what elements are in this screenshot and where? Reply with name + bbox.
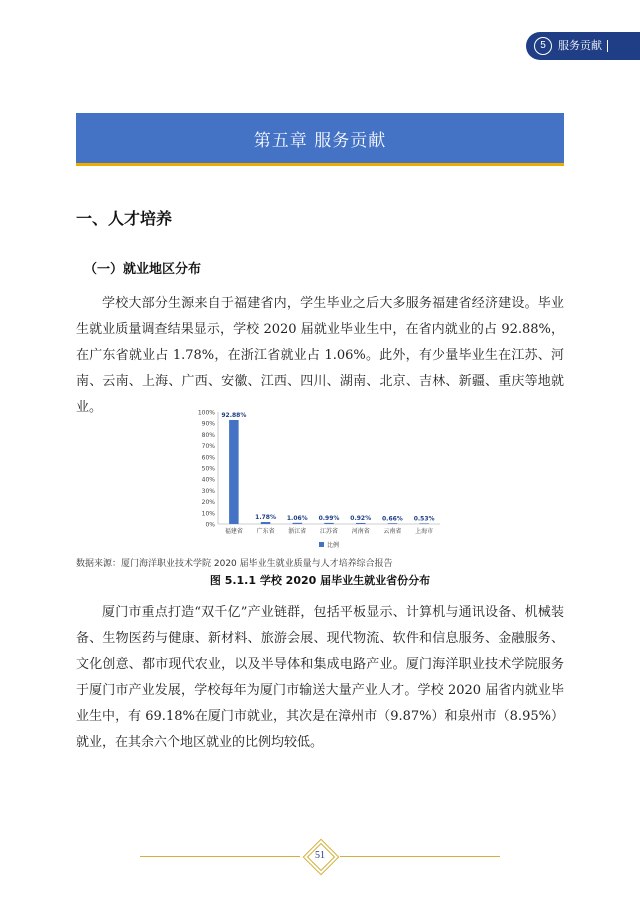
y-tick-label: 100% [197, 409, 215, 417]
y-tick-label: 90% [201, 420, 215, 428]
header-divider [607, 40, 608, 52]
figure-source: 数据来源：厦门海洋职业技术学院 2020 届毕业生就业质量与人才培养综合报告 [76, 559, 393, 569]
y-tick-label: 50% [201, 465, 215, 473]
bar-value-label: 92.88% [221, 411, 247, 419]
bar-value-label: 0.92% [350, 514, 372, 522]
footer-rule-right [340, 856, 500, 857]
y-tick-label: 10% [201, 510, 215, 518]
page-number: 51 [315, 850, 325, 861]
section-heading: 一、人才培养 [76, 209, 173, 228]
bar [324, 523, 334, 524]
bar-value-label: 1.78% [255, 514, 276, 522]
x-tick-label: 福建省 [224, 528, 243, 535]
y-tick-label: 40% [201, 476, 215, 484]
bar-value-label: 0.99% [318, 514, 340, 522]
bar [419, 523, 429, 524]
chapter-number-badge: 5 [534, 37, 552, 55]
bar [388, 523, 398, 524]
x-tick-label: 广东省 [256, 528, 275, 535]
footer-rule-left [140, 856, 300, 857]
subsection-heading: （一）就业地区分布 [84, 262, 202, 277]
y-tick-label: 30% [201, 487, 215, 495]
paragraph-xiamen-industry: 厦门市重点打造“双千亿”产业链群，包括平板显示、计算机与通讯设备、机械装备、生物医药与健康、新材料、旅游会展、现代物流、软件和信息服务、金融服务、文化创意、都市现代农业，以及半导体和集成电路产业。厦门海洋职业技术学院服务于厦门市产业发展，学校每年为厦门市输送大量产业人才。学校 2020 届省内就业毕业生中，有 69.18%在厦门市就业，其次是在漳州市（9.87%）和泉州市（8.95%）就业，在其余六个地区就业的比例均较低。 [76, 605, 564, 750]
x-tick-label: 河南省 [351, 528, 370, 535]
y-tick-label: 20% [201, 499, 215, 507]
header-chapter-label: 服务贡献 [558, 39, 602, 52]
chapter-title: 第五章 服务贡献 [253, 130, 387, 151]
x-tick-label: 云南省 [383, 528, 402, 535]
bar [229, 420, 239, 524]
bar-value-label: 1.06% [286, 514, 308, 522]
x-tick-label: 上海市 [415, 528, 434, 535]
y-tick-label: 0% [205, 521, 215, 529]
legend-swatch [319, 542, 324, 547]
x-tick-label: 江苏省 [319, 528, 339, 535]
y-tick-label: 70% [201, 443, 215, 451]
bar [293, 523, 303, 524]
legend-label: 比例 [327, 542, 340, 549]
bar-value-label: 0.53% [413, 515, 435, 523]
chart-svg [190, 404, 450, 554]
paragraph-employment-regions: 学校大部分生源来自于福建省内，学生毕业之后大多服务福建省经济建设。毕业生就业质量调查结果显示，学校 2020 届就业毕业生中，在省内就业的占 92.88%，在广东省就业占 1.78%，在浙江省就业占 1.06%。此外，有少量毕业生在江苏、河南、云南、上海、广西、安徽、江西、四川、湖南、北京、吉林、新疆、重庆等地就业。 [76, 296, 564, 415]
employment-province-chart [190, 404, 450, 554]
y-tick-label: 80% [201, 431, 215, 439]
chapter-banner [76, 113, 564, 166]
bar [356, 523, 366, 524]
figure-caption: 图 5.1.1 学校 2020 届毕业生就业省份分布 [209, 574, 431, 587]
x-tick-label: 浙江省 [288, 528, 307, 535]
y-tick-label: 60% [201, 454, 215, 462]
bar [261, 522, 271, 524]
bar-value-label: 0.66% [382, 515, 403, 523]
